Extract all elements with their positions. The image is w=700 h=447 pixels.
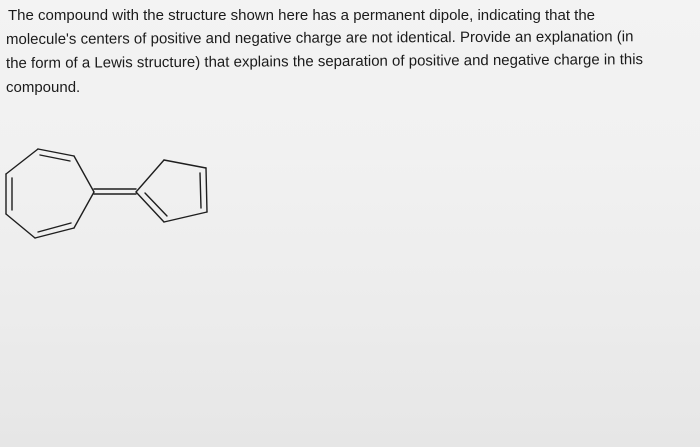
question-text bbox=[6, 4, 700, 100]
question-line-3: the form of a Lewis structure) that explains the separation of positive and negative charge in this bbox=[6, 51, 644, 72]
cycloheptatriene-ring bbox=[6, 149, 94, 238]
question-line-4: compound. bbox=[6, 79, 81, 96]
chemical-structure-diagram bbox=[0, 132, 230, 252]
cyclopentadiene-ring bbox=[136, 160, 207, 222]
exocyclic-double-bond bbox=[94, 189, 136, 194]
question-line-2: molecule's centers of positive and negative charge are not identical. Provide an explanation (in bbox=[6, 28, 634, 48]
question-line-1: The compound with the structure shown here has a permanent dipole, indicating that the bbox=[8, 7, 596, 24]
